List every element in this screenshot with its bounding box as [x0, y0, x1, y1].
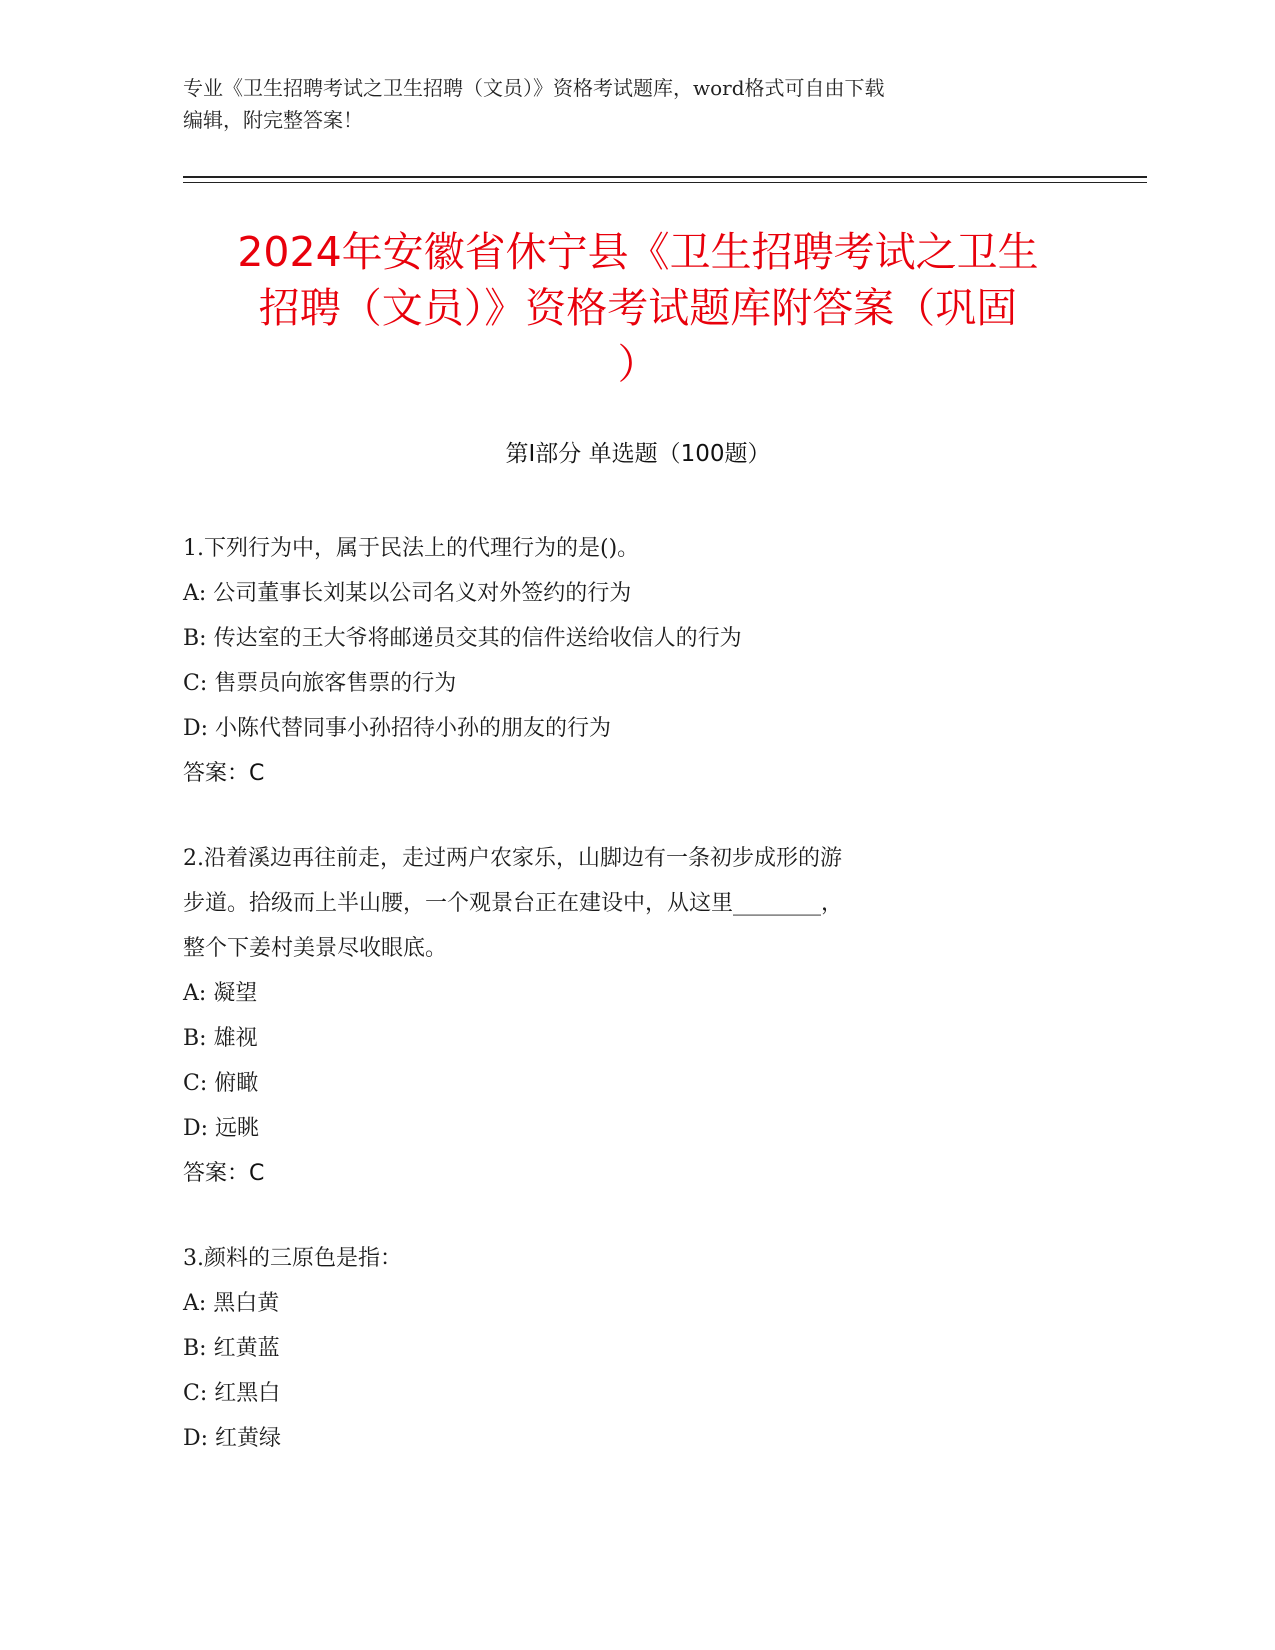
title-line: 招聘（文员）》资格考试题库附答案（巩固: [258, 284, 1018, 332]
title-line: 2024年安徽省休宁县《卫生招聘考试之卫生: [237, 228, 1039, 276]
question-2: [183, 836, 1063, 1196]
answer: 答案：C: [183, 1161, 265, 1186]
question-1: [183, 526, 1063, 796]
answer: 答案：C: [183, 761, 265, 786]
question-stem: 3.颜料的三原色是指：: [183, 1246, 402, 1271]
document-title: [183, 224, 1093, 392]
section-heading: 第Ⅰ部分 单选题（100题）: [505, 441, 771, 467]
question-stem: 步道。拾级而上半山腰，一个观景台正在建设中，从这里________，: [183, 891, 844, 916]
header-divider-thin: [183, 182, 1147, 183]
question-list: [183, 526, 1063, 1501]
option-b: B: 红黄蓝: [183, 1336, 280, 1361]
option-a: A: 黑白黄: [183, 1291, 280, 1316]
option-c: C: 俯瞰: [183, 1071, 259, 1096]
question-stem: 1.下列行为中，属于民法上的代理行为的是()。: [183, 536, 640, 561]
option-a: A: 公司董事长刘某以公司名义对外签约的行为: [183, 581, 632, 606]
option-b: B: 雄视: [183, 1026, 258, 1051]
option-d: D: 红黄绿: [183, 1426, 282, 1451]
option-c: C: 售票员向旅客售票的行为: [183, 671, 457, 696]
option-d: D: 小陈代替同事小孙招待小孙的朋友的行为: [183, 716, 612, 741]
header-note: [183, 72, 1063, 136]
option-a: A: 凝望: [183, 981, 258, 1006]
option-d: D: 远眺: [183, 1116, 260, 1141]
option-c: C: 红黑白: [183, 1381, 281, 1406]
question-stem: 整个下姜村美景尽收眼底。: [183, 936, 448, 961]
header-note-line: 专业《卫生招聘考试之卫生招聘（文员）》资格考试题库，word格式可自由下载: [183, 76, 885, 100]
question-stem: 2.沿着溪边再往前走，走过两户农家乐，山脚边有一条初步成形的游: [183, 846, 842, 871]
header-note-line: 编辑，附完整答案！: [183, 108, 363, 132]
title-line: ）: [617, 340, 659, 388]
option-b: B: 传达室的王大爷将邮递员交其的信件送给收信人的行为: [183, 626, 742, 651]
question-3: [183, 1236, 1063, 1461]
header-divider-thick: [183, 176, 1147, 178]
